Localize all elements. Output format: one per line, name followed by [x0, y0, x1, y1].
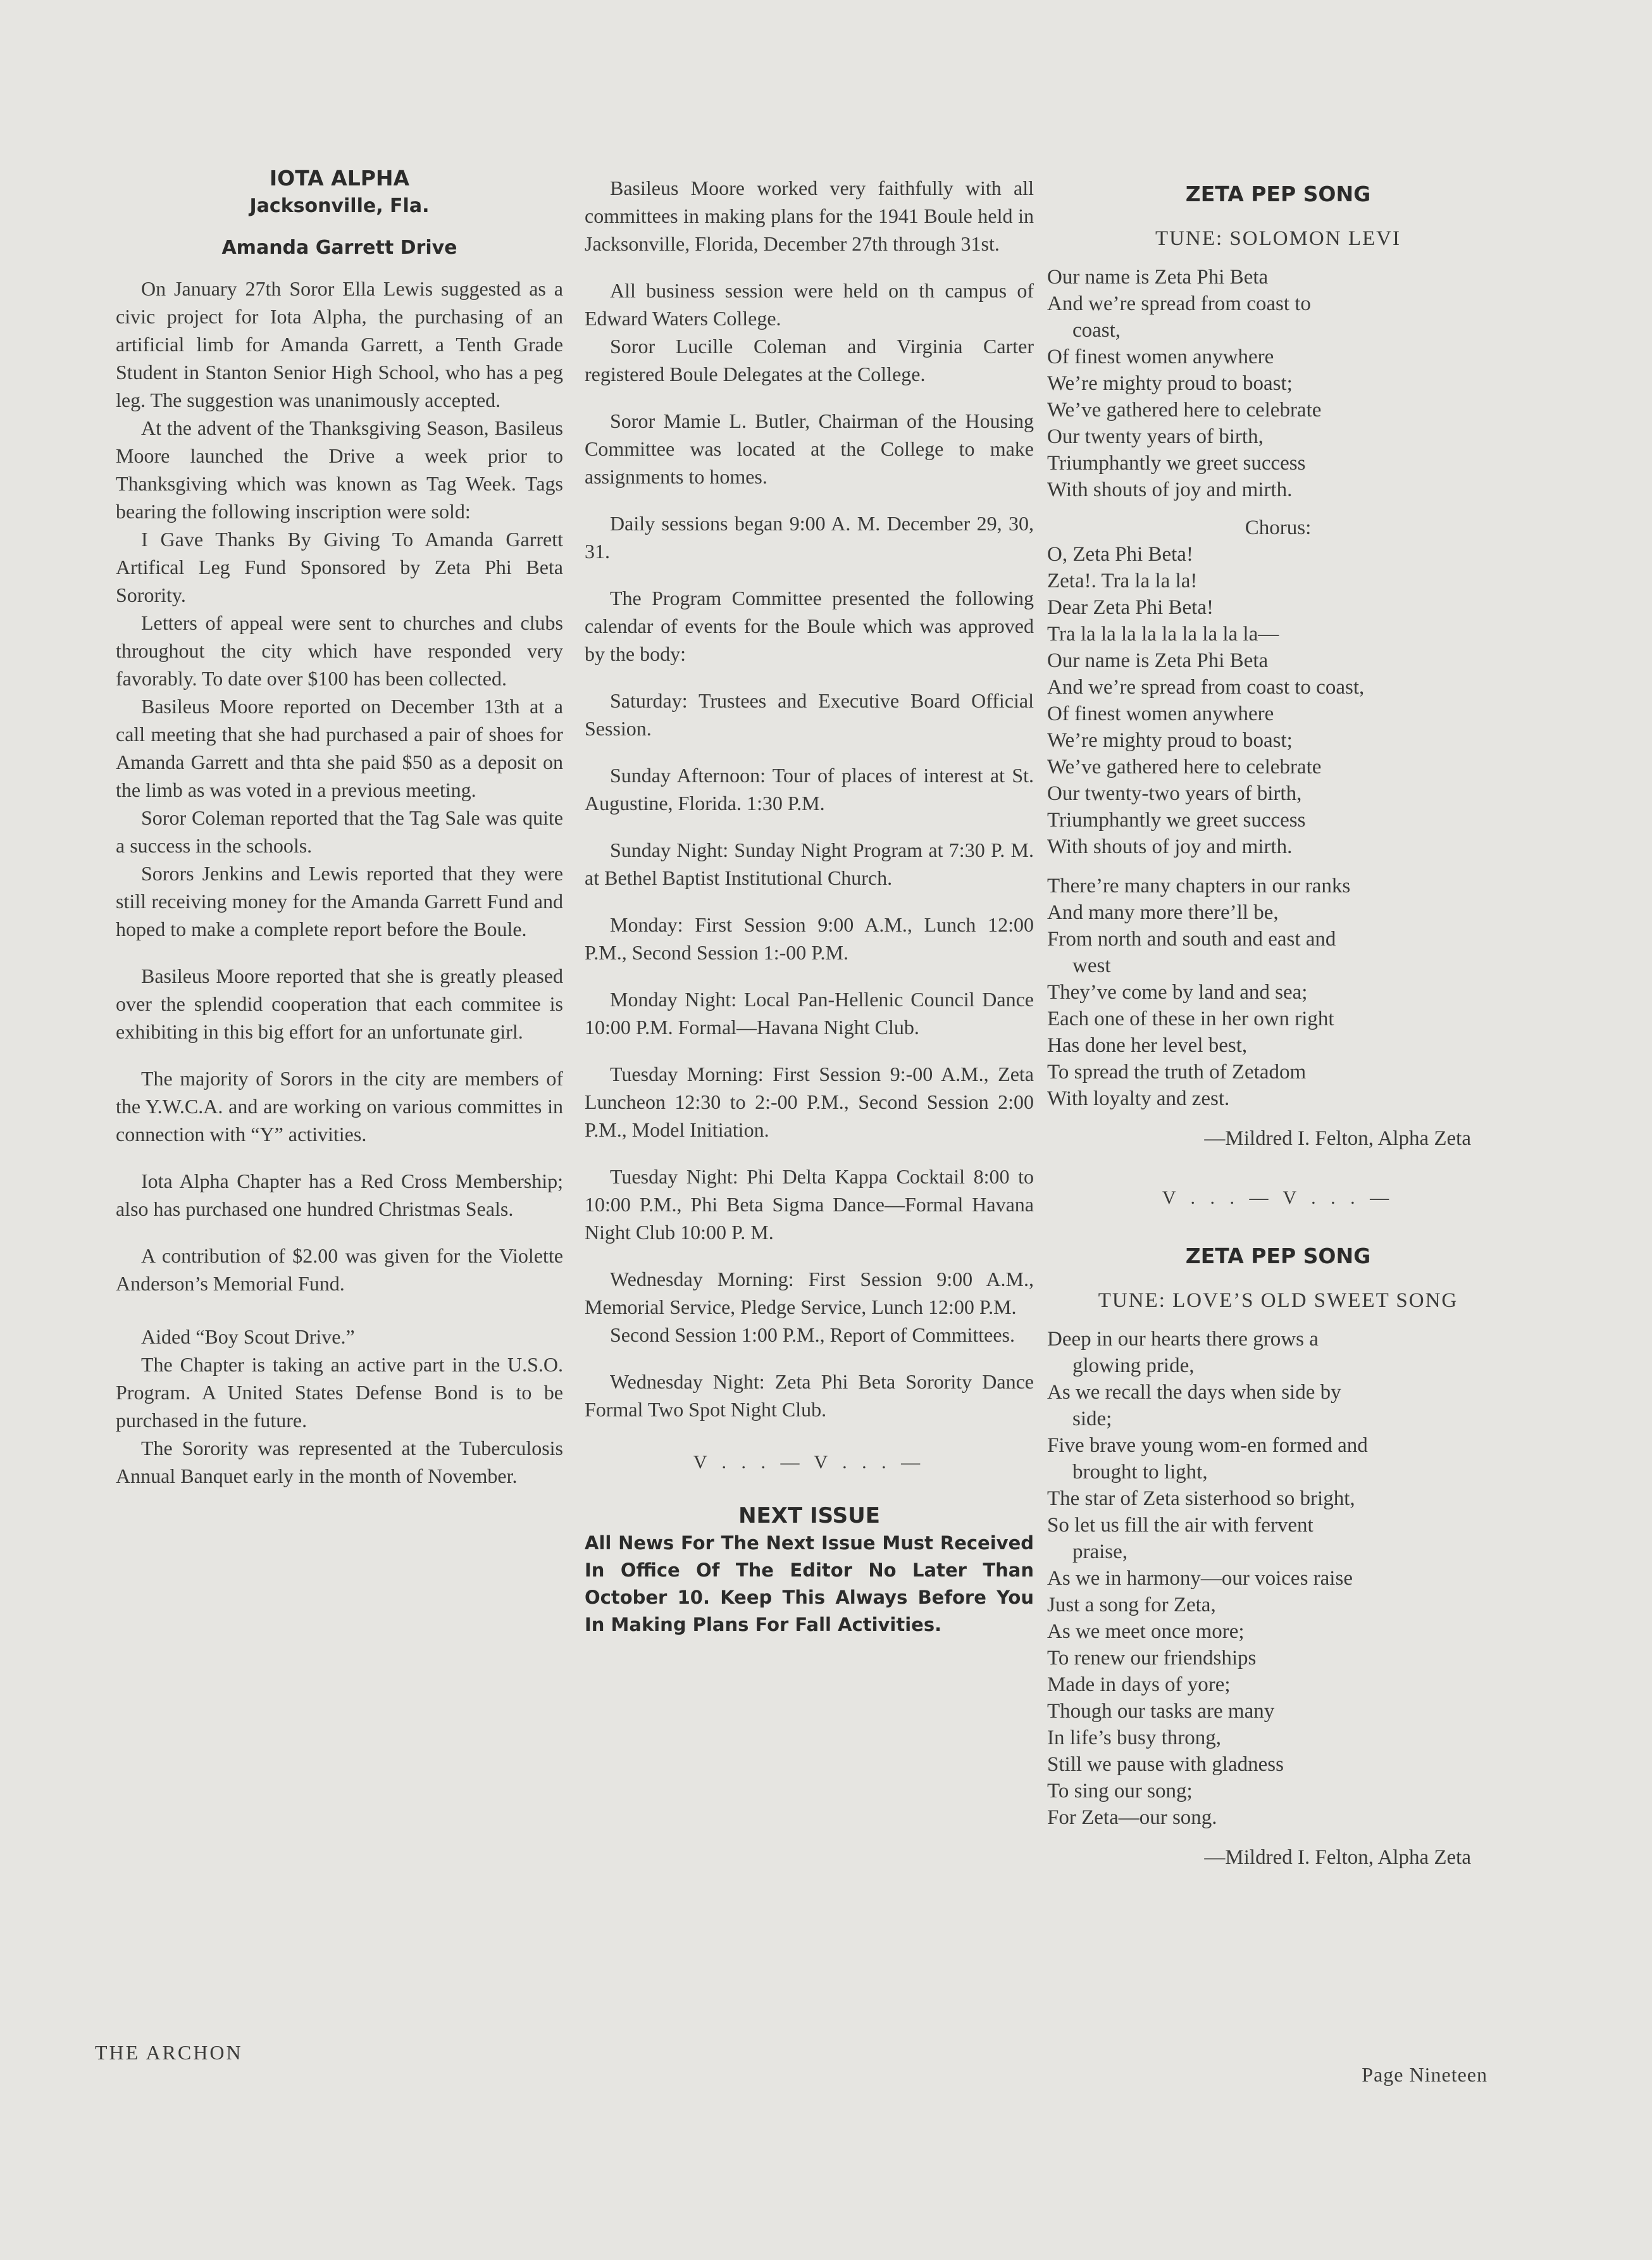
paragraph: I Gave Thanks By Giving To Amanda Garrett Artifical Leg Fund Sponsored by Zeta Phi Beta Sorority.: [116, 528, 563, 606]
song-line: As we recall the days when side by: [1047, 1381, 1341, 1404]
section-divider: V . . . — V . . . —: [693, 1452, 926, 1473]
song-line: Five brave young wom-en formed and: [1047, 1434, 1368, 1457]
chapter-title: IOTA ALPHA: [269, 166, 410, 190]
column-iota-alpha: [116, 165, 563, 1490]
column-boule-program: [585, 174, 1034, 1639]
song-signature: —Mildred I. Felton, Alpha Zeta: [1204, 1846, 1471, 1869]
paragraph: Sunday Night: Sunday Night Program at 7:30 P. M. at Bethel Baptist Institutional Church.: [585, 839, 1034, 889]
song-line: Each one of these in her own right: [1047, 1008, 1334, 1030]
paragraph: Wednesday Night: Zeta Phi Beta Sorority Dance Formal Two Spot Night Club.: [585, 1370, 1034, 1421]
song-line: Deep in our hearts there grows a: [1047, 1328, 1319, 1351]
song-line: west: [1072, 954, 1111, 977]
chapter-location: Jacksonville, Fla.: [249, 195, 430, 217]
section-divider: V . . . — V . . . —: [1162, 1187, 1394, 1208]
paragraph: Aided “Boy Scout Drive.”: [141, 1325, 355, 1348]
song-line: From north and south and east and: [1047, 928, 1336, 951]
song-line: We’ve gathered here to celebrate: [1047, 756, 1322, 778]
paragraph: A contribution of $2.00 was given for the Violette Anderson’s Memorial Fund.: [116, 1244, 563, 1295]
paragraph: The Program Committee presented the following calendar of events for the Boule which was approved by the body:: [585, 587, 1034, 665]
song-verse: [1047, 1326, 1509, 1831]
song-line: Though our tasks are many: [1047, 1700, 1275, 1723]
song-line: In life’s busy throng,: [1047, 1726, 1221, 1749]
paragraph: The Sorority was represented at the Tuberculosis Annual Banquet early in the month of November.: [116, 1437, 563, 1487]
paragraph: Second Session 1:00 P.M., Report of Committees.: [610, 1323, 1015, 1346]
publication-name: THE ARCHON: [95, 2041, 243, 2064]
chorus-label: Chorus:: [1245, 516, 1312, 539]
song-verse: [1047, 873, 1509, 1112]
song-line: For Zeta—our song.: [1047, 1806, 1217, 1829]
song-line: Just a song for Zeta,: [1047, 1594, 1216, 1616]
song-tune: TUNE: LOVE’S OLD SWEET SONG: [1098, 1289, 1458, 1312]
song-line: They’ve come by land and sea;: [1047, 981, 1308, 1004]
paragraph: Sorors Jenkins and Lewis reported that they were still receiving money for the Amanda Garrett Fund and hoped to make a complete report before the Boule.: [116, 862, 563, 940]
paragraph: Basileus Moore reported on December 13th at a call meeting that she had purchased a pair of shoes for Amanda Garrett and thta she paid $50 as a deposit on the limb as was voted in a previous meeting.: [116, 695, 563, 801]
song-line: glowing pride,: [1072, 1354, 1195, 1377]
song-line: Our name is Zeta Phi Beta: [1047, 266, 1269, 289]
next-issue-notice: All News For The Next Issue Must Received In Office Of The Editor No Later Than October 10. Keep This Always Before You In Making Plans For Fall Activities.: [585, 1532, 1034, 1635]
song-line: Of finest women anywhere: [1047, 346, 1274, 368]
song-line: Of finest women anywhere: [1047, 702, 1274, 725]
song-line: To sing our song;: [1047, 1780, 1193, 1802]
song-line: Triumphantly we greet success: [1047, 452, 1306, 475]
song-line: Has done her level best,: [1047, 1034, 1248, 1057]
paragraph: Iota Alpha Chapter has a Red Cross Membership; also has purchased one hundred Christmas Seals.: [116, 1170, 563, 1220]
paragraph: Tuesday Night: Phi Delta Kappa Cocktail 8:00 to 10:00 P.M., Phi Beta Sigma Dance—Formal Havana Night Club 10:00 P. M.: [585, 1165, 1034, 1244]
song-line: To renew our friendships: [1047, 1647, 1257, 1670]
paragraph: Sunday Afternoon: Tour of places of interest at St. Augustine, Florida. 1:30 P.M.: [585, 764, 1034, 815]
song-line: Our twenty years of birth,: [1047, 425, 1264, 448]
song-line: We’re mighty proud to boast;: [1047, 729, 1293, 752]
paragraph: Wednesday Morning: First Session 9:00 A.M., Memorial Service, Pledge Service, Lunch 12:00 P.M.: [585, 1268, 1034, 1318]
song-line: side;: [1072, 1408, 1112, 1430]
paragraph: Soror Lucille Coleman and Virginia Carter registered Boule Delegates at the College.: [585, 335, 1034, 385]
song-line: Our twenty-two years of birth,: [1047, 782, 1302, 805]
song-line: And we’re spread from coast to: [1047, 292, 1311, 315]
paragraph: Soror Coleman reported that the Tag Sale was quite a success in the schools.: [116, 806, 563, 857]
song-chorus: [1047, 541, 1509, 860]
song-line: With shouts of joy and mirth.: [1047, 835, 1293, 858]
song-line: Still we pause with gladness: [1047, 1753, 1284, 1776]
song-line: praise,: [1072, 1540, 1128, 1563]
song-line: To spread the truth of Zetadom: [1047, 1061, 1307, 1083]
song-line: We’ve gathered here to celebrate: [1047, 399, 1322, 421]
page-number: Page Nineteen: [1362, 2063, 1487, 2086]
song-line: Tra la la la la la la la la la—: [1047, 623, 1279, 646]
song-line: brought to light,: [1072, 1461, 1208, 1483]
paragraph: The majority of Sorors in the city are members of the Y.W.C.A. and are working on various committes in connection with “Y” activities.: [116, 1067, 563, 1146]
column-pep-songs: [1047, 180, 1509, 1871]
paragraph: At the advent of the Thanksgiving Season, Basileus Moore launched the Drive a week prior to Thanksgiving which was known as Tag Week. Tags bearing the following inscription were sold:: [116, 416, 563, 523]
song-line: As we meet once more;: [1047, 1620, 1245, 1643]
song-line: With shouts of joy and mirth.: [1047, 478, 1293, 501]
song-line: The star of Zeta sisterhood so bright,: [1047, 1487, 1355, 1510]
song-line: So let us fill the air with fervent: [1047, 1514, 1314, 1537]
paragraph: Soror Mamie L. Butler, Chairman of the Housing Committee was located at the College to make assignments to homes.: [585, 409, 1034, 488]
song-line: Dear Zeta Phi Beta!: [1047, 596, 1214, 619]
song-line: As we in harmony—our voices raise: [1047, 1567, 1353, 1590]
song-title: ZETA PEP SONG: [1185, 1244, 1371, 1268]
paragraph: Basileus Moore reported that she is greatly pleased over the splendid cooperation that each commitee is exhibiting in this big effort for an unfortunate girl.: [116, 965, 563, 1043]
song-line: Zeta!. Tra la la la!: [1047, 570, 1198, 592]
song-line: Triumphantly we greet success: [1047, 809, 1306, 832]
song-line: There’re many chapters in our ranks: [1047, 875, 1351, 897]
song-tune: TUNE: SOLOMON LEVI: [1155, 227, 1401, 250]
paragraph: Monday Night: Local Pan-Hellenic Council Dance 10:00 P.M. Formal—Havana Night Club.: [585, 988, 1034, 1039]
paragraph: Basileus Moore worked very faithfully with all committees in making plans for the 1941 Boule held in Jacksonville, Florida, December 27th through 31st.: [585, 177, 1034, 255]
paragraph: Saturday: Trustees and Executive Board Official Session.: [585, 689, 1034, 740]
paragraph: Letters of appeal were sent to churches and clubs throughout the city which have responded very favorably. To date over $100 has been collected.: [116, 611, 563, 690]
paragraph: Daily sessions began 9:00 A. M. December 29, 30, 31.: [585, 512, 1034, 563]
song-line: Made in days of yore;: [1047, 1673, 1231, 1696]
paragraph: Monday: First Session 9:00 A.M., Lunch 12:00 P.M., Second Session 1:-00 P.M.: [585, 913, 1034, 964]
paragraph: All business session were held on th campus of Edward Waters College.: [585, 279, 1034, 330]
paragraph: The Chapter is taking an active part in the U.S.O. Program. A United States Defense Bond is to be purchased in the future.: [116, 1353, 563, 1432]
paragraph: On January 27th Soror Ella Lewis suggested as a civic project for Iota Alpha, the purchasing of an artificial limb for Amanda Garrett, a Tenth Grade Student in Stanton Senior High School, who has a peg leg. The suggestion was unanimously accepted.: [116, 277, 563, 411]
paragraph: Tuesday Morning: First Session 9:-00 A.M., Zeta Luncheon 12:30 to 2:-00 P.M., Second Session 2:00 P.M., Model Initiation.: [585, 1063, 1034, 1141]
next-issue-title: NEXT ISSUE: [738, 1503, 880, 1528]
song-line: And many more there’ll be,: [1047, 901, 1279, 924]
song-line: Our name is Zeta Phi Beta: [1047, 649, 1269, 672]
song-verse: [1047, 264, 1509, 503]
song-line: coast,: [1072, 319, 1121, 342]
drive-title: Amanda Garrett Drive: [221, 237, 457, 259]
song-line: O, Zeta Phi Beta!: [1047, 543, 1193, 566]
song-line: We’re mighty proud to boast;: [1047, 372, 1293, 395]
song-signature: —Mildred I. Felton, Alpha Zeta: [1204, 1127, 1471, 1150]
song-line: And we’re spread from coast to coast,: [1047, 676, 1365, 699]
song-line: With loyalty and zest.: [1047, 1087, 1230, 1110]
song-title: ZETA PEP SONG: [1185, 182, 1371, 206]
